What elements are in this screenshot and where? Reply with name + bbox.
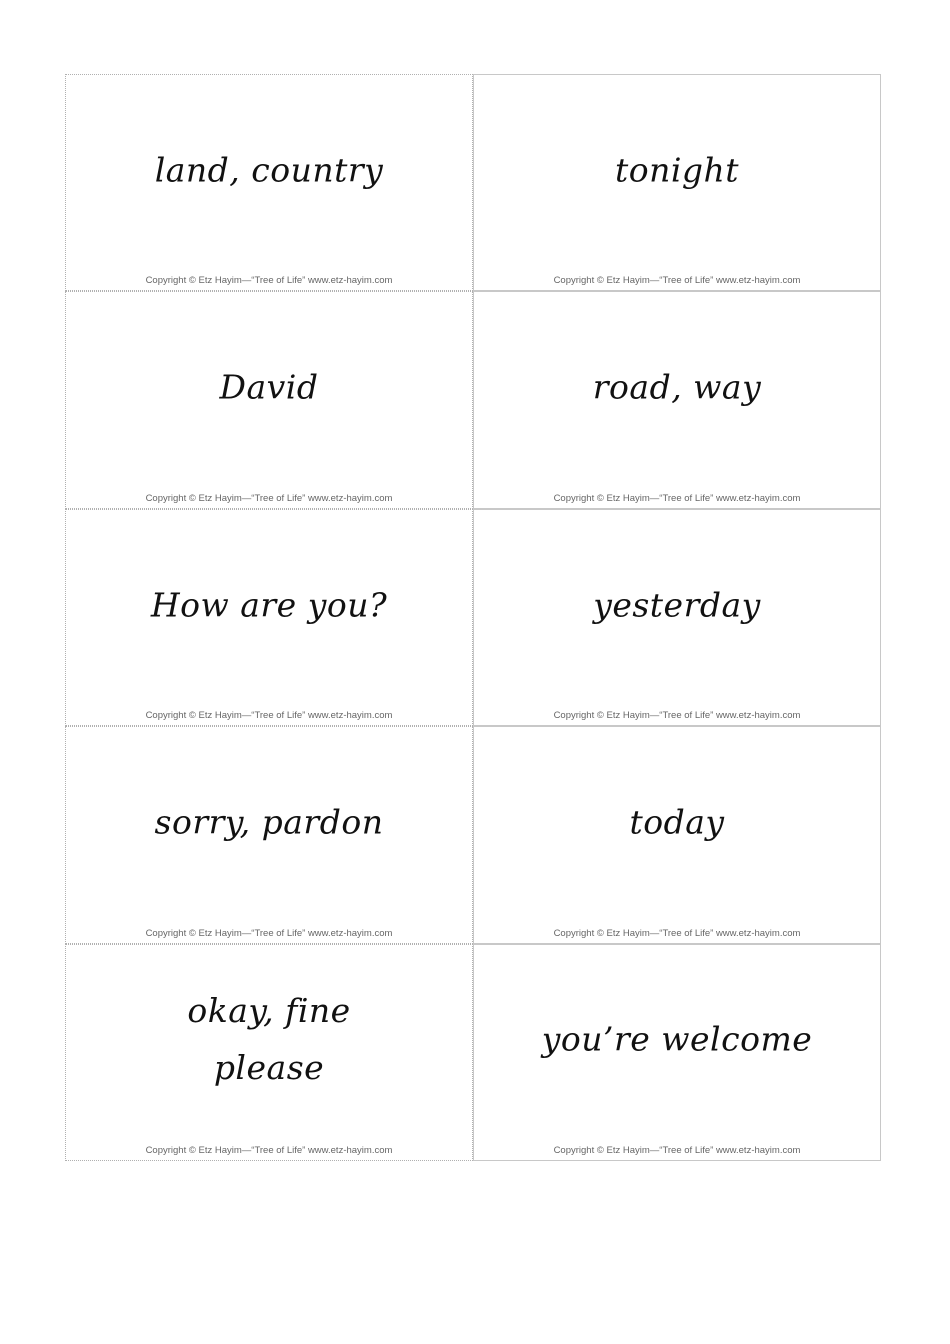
- flashcard-word: [66, 982, 472, 1096]
- flashcard-word-line: yesterday: [593, 585, 761, 625]
- copyright-notice: Copyright © Etz Hayim—“Tree of Life” www.etz-hayim.com: [553, 492, 801, 504]
- flashcard-word-line: today: [629, 802, 725, 842]
- flashcard-word-line: sorry, pardon: [154, 802, 384, 842]
- copyright-notice: Copyright © Etz Hayim—“Tree of Life” www.etz-hayim.com: [145, 927, 393, 939]
- copyright-notice: Copyright © Etz Hayim—“Tree of Life” www.etz-hayim.com: [553, 927, 801, 939]
- flashcard: [65, 509, 473, 726]
- flashcard-word-line: How are you?: [150, 585, 388, 625]
- flashcard-word: [66, 359, 472, 416]
- flashcard-word-line: please: [213, 1048, 325, 1088]
- copyright-notice: Copyright © Etz Hayim—“Tree of Life” www.etz-hayim.com: [145, 275, 393, 287]
- copyright-notice: Copyright © Etz Hayim—“Tree of Life” www.etz-hayim.com: [553, 1144, 801, 1156]
- flashcard: [473, 726, 881, 943]
- flashcard: [65, 726, 473, 943]
- flashcard-word-line: you’re welcome: [541, 1019, 813, 1059]
- flashcard-sheet: [65, 74, 881, 1161]
- flashcard: [473, 944, 881, 1161]
- copyright-notice: Copyright © Etz Hayim—“Tree of Life” www.etz-hayim.com: [145, 1144, 393, 1156]
- flashcard: [65, 291, 473, 508]
- copyright-notice: Copyright © Etz Hayim—“Tree of Life” www.etz-hayim.com: [553, 275, 801, 287]
- flashcard-word: [66, 576, 472, 633]
- flashcard: [473, 74, 881, 291]
- flashcard-word: [66, 793, 472, 850]
- flashcard-word-line: land, country: [154, 150, 384, 190]
- flashcard-word: [474, 359, 880, 416]
- flashcard: [65, 944, 473, 1161]
- copyright-notice: Copyright © Etz Hayim—“Tree of Life” www.etz-hayim.com: [145, 492, 393, 504]
- flashcard: [473, 291, 881, 508]
- flashcard-word-line: David: [219, 367, 319, 407]
- copyright-notice: Copyright © Etz Hayim—“Tree of Life” www.etz-hayim.com: [145, 710, 393, 722]
- flashcard-word-line: okay, fine: [187, 991, 351, 1031]
- flashcard-word: [474, 576, 880, 633]
- flashcard: [473, 509, 881, 726]
- flashcard-word-line: road, way: [592, 367, 762, 407]
- flashcard-word: [474, 793, 880, 850]
- flashcard-word: [66, 141, 472, 198]
- flashcard-word: [474, 1011, 880, 1068]
- flashcard: [65, 74, 473, 291]
- flashcard-word-line: tonight: [614, 150, 740, 190]
- copyright-notice: Copyright © Etz Hayim—“Tree of Life” www.etz-hayim.com: [553, 710, 801, 722]
- flashcard-word: [474, 141, 880, 198]
